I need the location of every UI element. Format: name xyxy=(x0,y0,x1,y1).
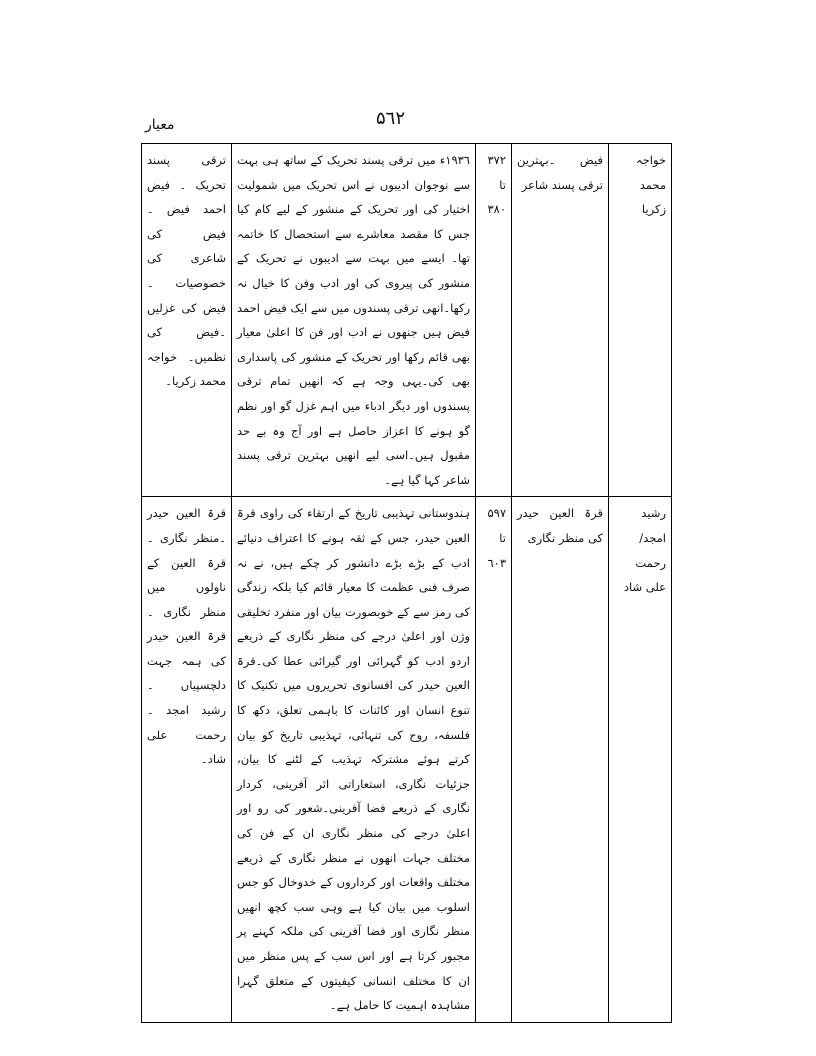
title-cell: قرۃ العین حیدر کی منظر نگاری xyxy=(512,497,609,1022)
page-start: ۵۹۷ xyxy=(487,506,506,521)
journal-title: معیار xyxy=(145,117,175,133)
table-row xyxy=(142,144,672,497)
page-end: ٦۰۳ xyxy=(487,555,506,570)
keywords-cell: ترقی پسند تحریک ۔ فیض احمد فیض ۔فیض کی شاعری کی خصوصیات ۔فیض کی غزلیں ۔فیض کی نظمیں۔ خواجہ محمد زکریا۔ xyxy=(142,144,232,497)
pages-cell xyxy=(476,497,512,1022)
title-cell: فیض ۔بہترین ترقی پسند شاعر xyxy=(512,144,609,497)
page-range-word: تا xyxy=(499,530,506,545)
table-row xyxy=(142,497,672,1022)
pages-cell xyxy=(476,144,512,497)
page-number: ۵٦۲ xyxy=(376,108,406,129)
page-start: ۳۷۲ xyxy=(487,153,506,167)
keywords-cell: قرۃ العین حیدر ۔منظر نگاری ۔قرۃ العین کے ناولوں میں منظر نگاری ۔قرۃ العین حیدر کی ہمہ جہت دلچسپیاں ۔ رشید امجد ۔رحمت علی شاد۔ xyxy=(142,497,232,1022)
summary-cell: ہندوستانی تہذیبی تاریخ کے ارتقاء کی راوی قرۃ العین حیدر، جس کے ثقہ ہونے کا اعتراف دنیائے ادب کے بڑے بڑے دانشور کر چکے ہیں، نے نہ صرف فنی عظمت کا معیار قائم کیا بلکہ زندگی کی رمز سے کے خوبصورت بیان اور منفرد تخلیقی وژن اور اعلیٰ درجے کی منظر نگاری کے ذریعے اردو ادب کو گہرائی اور گیرائی عطا کی۔قرۃ العین حیدر کی افسانوی تحریروں میں تکنیک کا تنوع انسان اور کائنات کا باہمی تعلق، دکھ کا فلسفہ، روح کی تنہائی، تہذیبی تاریخ کو بیان کرتے ہوئے مشترکہ تہذیب کے لٹنے کا بیان، جزئیات نگاری، استعاراتی اثر آفرینی، کردار نگاری کے ذریعے فضا آفرینی۔شعور کی رو اور اعلیٰ درجے کی منظر نگاری ان کے فن کی مختلف جہات انھوں نے منظر نگاری کے ذریعے مختلف واقعات اور کرداروں کے خدوخال کو جس اسلوب میں بیان کیا ہے وہی سب کچھ انھیں منظر نگاری اور فضا آفرینی کی ملکہ کہنے پر مجبور کرتا ہے اور اس سب کے پس منظر میں ان کا مختلف انسانی کیفیتوں کے متعلق گہرا مشاہدہ اہمیت کا حامل ہے۔ xyxy=(232,497,476,1022)
page-end: ۳۸۰ xyxy=(487,202,506,217)
author-cell: خواجہ محمد زکریا xyxy=(609,144,672,497)
summary-cell: ۱۹۳٦ء میں ترقی پسند تحریک کے ساتھ ہی بہت سے نوجوان ادیبوں نے اس تحریک میں شمولیت اختیار کی اور تحریک کے منشور کے لیے کام کیا جس کا مقصد معاشرے سے استحصال کا خاتمہ تھا۔ ایسے میں بہت سے ادیبوں نے تحریک کے منشور کی پیروی کی اور ادب وفن کا خیال نہ رکھا۔انھی ترقی پسندوں میں سے ایک فیض احمد فیض ہیں جنھوں نے ادب اور فن کا اعلیٰ معیار بھی قائم رکھا اور تحریک کے منشور کی پاسداری بھی کی۔یہی وجہ ہے کہ انھیں تمام ترقی پسندوں اور دیگر ادباء میں اہم غزل گو اور نظم گو ہونے کا اعزاز حاصل ہے اور آج وہ بے حد مقبول ہیں۔اسی لیے انھیں بہترین ترقی پسند شاعر کہا گیا ہے۔ xyxy=(232,144,476,497)
author-cell: رشید امجد/ رحمت علی شاد xyxy=(609,497,672,1022)
page-range-word: تا xyxy=(499,177,506,192)
article-index-table xyxy=(141,143,672,1023)
